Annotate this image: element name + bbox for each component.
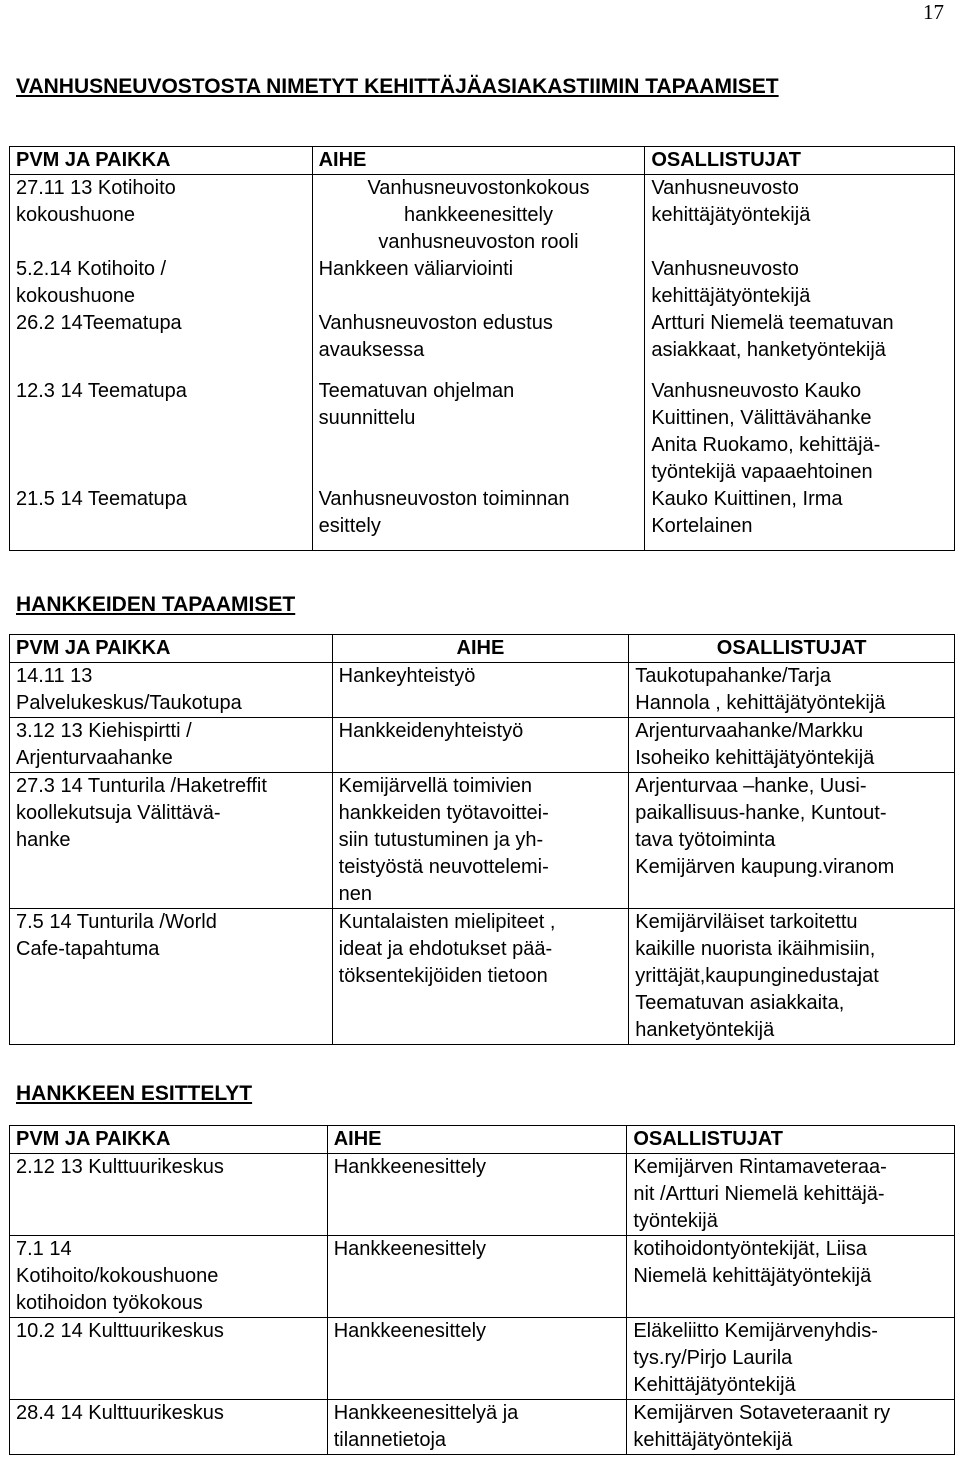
header-topic: AIHE xyxy=(332,635,629,663)
header-participants: OSALLISTUJAT xyxy=(645,147,955,175)
topic-cell: Kuntalaisten mielipiteet , ideat ja ehdotukset pää- töksentekijöiden tietoon xyxy=(332,909,629,1045)
header-date-place: PVM JA PAIKKA xyxy=(10,1126,328,1154)
table-row xyxy=(10,1236,955,1318)
header-participants: OSALLISTUJAT xyxy=(627,1126,955,1154)
table-row xyxy=(10,1318,955,1400)
date-place-cell: 14.11 13 Palvelukeskus/Taukotupa xyxy=(10,663,333,718)
participants-cell: Artturi Niemelä teematuvan asiakkaat, hanketyöntekijä xyxy=(651,312,894,361)
topic-cell: Vanhusneuvoston toiminnan esittely xyxy=(312,486,645,551)
header-topic: AIHE xyxy=(327,1126,627,1154)
topic-cell: Hankkeenesittely xyxy=(327,1318,627,1400)
table-row xyxy=(10,486,955,551)
table-header-row xyxy=(10,147,955,175)
participants-cell: Arjenturvaa –hanke, Uusi- paikallisuus-hanke, Kuntout- tava työtoiminta Kemijärven kaupung.viranom xyxy=(629,773,955,909)
date-place-cell: 26.2 14Teematupa xyxy=(10,310,313,364)
participants-cell: Kemijärven Rintamaveteraa- nit /Artturi Niemelä kehittäjä- työntekijä xyxy=(627,1154,955,1236)
date-place-cell: 5.2.14 Kotihoito / kokoushuone xyxy=(10,256,313,310)
topic-cell: Hankkeenesittely xyxy=(327,1154,627,1236)
date-place-cell: 12.3 14 Teematupa xyxy=(10,378,313,486)
participants-cell: Arjenturvaahanke/Markku Isoheiko kehittäjätyöntekijä xyxy=(629,718,955,773)
header-topic: AIHE xyxy=(312,147,645,175)
date-place-cell: 10.2 14 Kulttuurikeskus xyxy=(10,1318,328,1400)
date-place-cell: 21.5 14 Teematupa xyxy=(10,486,313,551)
participants-cell: Kauko Kuittinen, Irma Kortelainen xyxy=(651,488,843,537)
topic-cell: Hankkeidenyhteistyö xyxy=(332,718,629,773)
table-header-row xyxy=(10,635,955,663)
date-place-cell: 27.11 13 Kotihoito kokoushuone xyxy=(10,175,313,257)
participants-cell: Kemijärviläiset tarkoitettu kaikille nuorista ikäihmisiin, yrittäjät,kaupunginedustajat Teematuvan asiakkaita, hanketyöntekijä xyxy=(629,909,955,1045)
topic-cell: Hankkeen väliarviointi xyxy=(312,256,645,310)
table-row xyxy=(10,378,955,486)
participants-cell: Kemijärven Sotaveteraanit ry kehittäjätyöntekijä xyxy=(627,1400,955,1455)
table-row xyxy=(10,718,955,773)
date-place-cell: 27.3 14 Tunturila /Haketreffit koollekutsuja Välittävä- hanke xyxy=(10,773,333,909)
topic-cell: Vanhusneuvostonkokous hankkeenesittely vanhusneuvoston rooli xyxy=(312,175,645,257)
hankkeiden-tapaamiset-table xyxy=(9,634,955,1045)
table-row xyxy=(10,175,955,257)
participants-cell: Taukotupahanke/Tarja Hannola , kehittäjätyöntekijä xyxy=(629,663,955,718)
table-row xyxy=(10,310,955,364)
page-title: VANHUSNEUVOSTOSTA NIMETYT KEHITTÄJÄASIAKASTIIMIN TAPAAMISET xyxy=(16,75,779,98)
table-header-row xyxy=(10,1126,955,1154)
topic-cell: Teematuvan ohjelman suunnittelu xyxy=(312,378,645,486)
participants-cell: kotihoidontyöntekijät, Liisa Niemelä kehittäjätyöntekijä xyxy=(627,1236,955,1318)
topic-cell: Kemijärvellä toimivien hankkeiden työtavoittei- siin tutustuminen ja yh- teistyöstä neuvottelemi- nen xyxy=(332,773,629,909)
participants-cell: Vanhusneuvosto kehittäjätyöntekijä xyxy=(651,258,811,307)
table-row xyxy=(10,1400,955,1455)
date-place-cell: 3.12 13 Kiehispirtti / Arjenturvaahanke xyxy=(10,718,333,773)
table-row xyxy=(10,663,955,718)
kehittajaasiakastiimi-table xyxy=(9,146,955,551)
date-place-cell: 7.5 14 Tunturila /World Cafe-tapahtuma xyxy=(10,909,333,1045)
header-date-place: PVM JA PAIKKA xyxy=(10,147,313,175)
table-row xyxy=(10,909,955,1045)
topic-cell: Vanhusneuvoston edustus avauksessa xyxy=(312,310,645,364)
hankkeen-esittelyt-table xyxy=(9,1125,955,1455)
date-place-cell: 2.12 13 Kulttuurikeskus xyxy=(10,1154,328,1236)
header-date-place: PVM JA PAIKKA xyxy=(10,635,333,663)
participants-cell: Vanhusneuvosto kehittäjätyöntekijä xyxy=(651,177,811,226)
table-row xyxy=(10,1154,955,1236)
topic-cell: Hankkeenesittely xyxy=(327,1236,627,1318)
page-number: 17 xyxy=(923,0,944,24)
topic-cell: Hankeyhteistyö xyxy=(332,663,629,718)
table-row xyxy=(10,256,955,310)
section-heading-hankkeen-esittelyt: HANKKEEN ESITTELYT xyxy=(16,1082,253,1105)
participants-cell: Vanhusneuvosto Kauko Kuittinen, Välittävähanke Anita Ruokamo, kehittäjä- työntekijä vapaaehtoinen xyxy=(651,380,881,483)
date-place-cell: 28.4 14 Kulttuurikeskus xyxy=(10,1400,328,1455)
topic-cell: Hankkeenesittelyä ja tilannetietoja xyxy=(327,1400,627,1455)
header-participants: OSALLISTUJAT xyxy=(629,635,955,663)
date-place-cell: 7.1 14 Kotihoito/kokoushuone kotihoidon työkokous xyxy=(10,1236,328,1318)
table-row xyxy=(10,773,955,909)
participants-cell: Eläkeliitto Kemijärvenyhdis- tys.ry/Pirjo Laurila Kehittäjätyöntekijä xyxy=(627,1318,955,1400)
section-heading-hankkeiden-tapaamiset: HANKKEIDEN TAPAAMISET xyxy=(16,593,296,616)
